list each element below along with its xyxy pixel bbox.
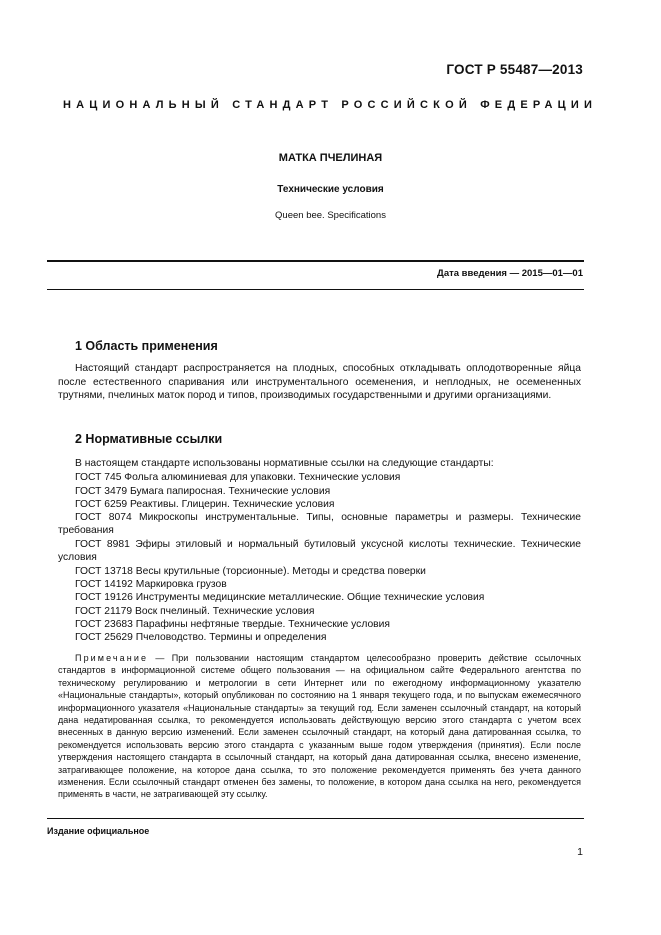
reference-item: ГОСТ 23683 Парафины нефтяные твердые. Технические условия <box>75 619 390 630</box>
section-2-heading: 2 Нормативные ссылки <box>75 432 223 446</box>
footer-divider <box>47 818 584 819</box>
reference-note <box>58 652 581 801</box>
english-title: Queen bee. Specifications <box>275 210 386 221</box>
document-number: ГОСТ Р 55487—2013 <box>446 62 583 77</box>
introduction-date: Дата введения — 2015—01—01 <box>437 268 583 279</box>
reference-item: ГОСТ 25629 Пчеловодство. Термины и определения <box>75 632 327 643</box>
standard-banner: НАЦИОНАЛЬНЫЙ СТАНДАРТ РОССИЙСКОЙ ФЕДЕРАЦИИ <box>62 99 598 111</box>
reference-item: ГОСТ 8981 Эфиры этиловый и нормальный бутиловый уксусной кислоты технические. Технические условия <box>58 539 581 563</box>
reference-item: ГОСТ 3479 Бумага папиросная. Технические условия <box>75 486 331 497</box>
date-divider <box>47 289 584 290</box>
note-label: Примечание <box>75 653 149 663</box>
reference-item: ГОСТ 19126 Инструменты медицинские металлические. Общие технические условия <box>75 592 485 603</box>
document-title: МАТКА ПЧЕЛИНАЯ <box>278 152 383 164</box>
page-number: 1 <box>577 846 583 858</box>
reference-item: ГОСТ 6259 Реактивы. Глицерин. Технические условия <box>75 499 335 510</box>
reference-item: ГОСТ 14192 Маркировка грузов <box>75 579 227 590</box>
reference-item: ГОСТ 13718 Весы крутильные (торсионные). Методы и средства поверки <box>75 566 426 577</box>
section-1-text: Настоящий стандарт распространяется на плодных, способных откладывать оплодотворенные яйца после естественного спаривания или инструментального осеменения, и неплодных, не осемененных трутнями, пчелиных маток пород и типов, производимых государственными и другими организациями. <box>58 363 581 402</box>
section-1-heading: 1 Область применения <box>75 339 218 353</box>
reference-item: ГОСТ 745 Фольга алюминиевая для упаковки. Технические условия <box>75 472 401 483</box>
document-subtitle: Технические условия <box>277 184 384 195</box>
section-2-intro: В настоящем стандарте использованы нормативные ссылки на следующие стандарты: <box>75 458 494 469</box>
note-text: — При пользовании настоящим стандартом целесообразно проверить действие ссылочных стандартов в информационной системе общего пользования — на официальном сайте Федерального агентства по техническому регулированию и метрологии в сети Интернет или по ежегодному информационному указателю «Национальные стандарты», который опубликован по состоянию на 1 января текущего года, и по выпускам ежемесячного информационного указателя «Национальные стандарты» за текущий год. Если заменен ссылочный стандарт, на который дана недатированная ссылка, то рекомендуется использовать действующую версию этого стандарта с учетом всех внесенных в данную версию изменений. Если заменен ссылочный стандарт, на который дана датированная ссылка, то рекомендуется использовать версию этого стандарта с указанным выше годом утверждения (принятия). Если после утверждения настоящего стандарта в ссылочный стандарт, на который дана датированная ссылка, внесено изменение, затрагивающее положение, на которое дана ссылка, то это положение рекомендуется применять без учета данного изменения. Если ссылочный стандарт отменен без замены, то положение, в котором дана ссылка на него, рекомендуется применять в части, не затрагивающей эту ссылку. <box>58 653 581 800</box>
title-divider <box>47 260 584 262</box>
edition-label: Издание официальное <box>47 826 150 836</box>
reference-item: ГОСТ 21179 Воск пчелиный. Технические условия <box>75 606 315 617</box>
reference-item: ГОСТ 8074 Микроскопы инструментальные. Типы, основные параметры и размеры. Технические требования <box>58 512 581 536</box>
